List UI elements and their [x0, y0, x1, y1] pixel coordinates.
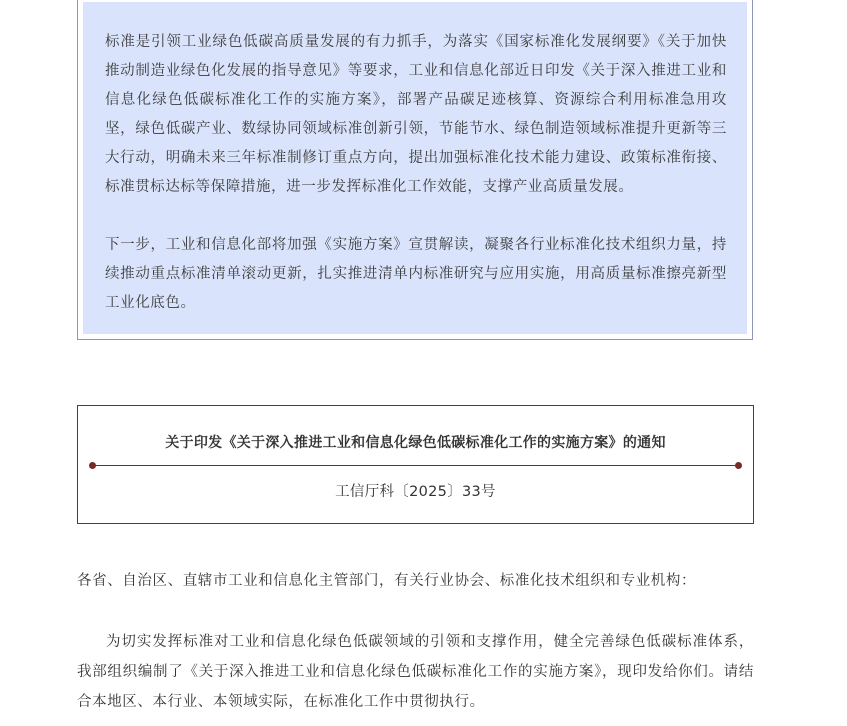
summary-box [77, 0, 753, 340]
notice-title: 关于印发《关于深入推进工业和信息化绿色低碳标准化工作的实施方案》的通知 [165, 435, 666, 451]
summary-paragraph: 标准是引领工业绿色低碳高质量发展的有力抓手，为落实《国家标准化发展纲要》《关于加快推动制造业绿色化发展的指导意见》等要求，工业和信息化部近日印发《关于深入推进工业和信息化绿色低碳标准化工作的实施方案》，部署产品碳足迹核算、资源综合利用标准急用攻坚，绿色低碳产业、数绿协同领域标准创新引领，节能节水、绿色制造领域标准提升更新等三大行动，明确未来三年标准制修订重点方向，提出加强标准化技术能力建设、政策标准衔接、标准贯标达标等保障措施，进一步发挥标准化工作效能，支撑产业高质量发展。 [105, 34, 727, 195]
summary-paragraph: 下一步，工业和信息化部将加强《实施方案》宣贯解读，凝聚各行业标准化技术组织力量，持续推动重点标准清单滚动更新，扎实推进清单内标准研究与应用实施，用高质量标准擦亮新型工业化底色。 [105, 237, 727, 311]
divider-dot-left [89, 462, 96, 469]
title-divider [92, 465, 739, 466]
salutation: 各省、自治区、直辖市工业和信息化主管部门，有关行业协会、标准化技术组织和专业机构： [77, 573, 697, 589]
document-number: 工信厅科〔2025〕33号 [335, 484, 496, 500]
body-paragraph: 为切实发挥标准对工业和信息化绿色低碳领域的引领和支撑作用，健全完善绿色低碳标准体系，我部组织编制了《关于深入推进工业和信息化绿色低碳标准化工作的实施方案》，现印发给你们。请结合本地区、本行业、本领域实际，在标准化工作中贯彻执行。 [77, 634, 754, 710]
summary-panel [83, 2, 747, 334]
notice-header-box [77, 405, 754, 524]
divider-dot-right [735, 462, 742, 469]
